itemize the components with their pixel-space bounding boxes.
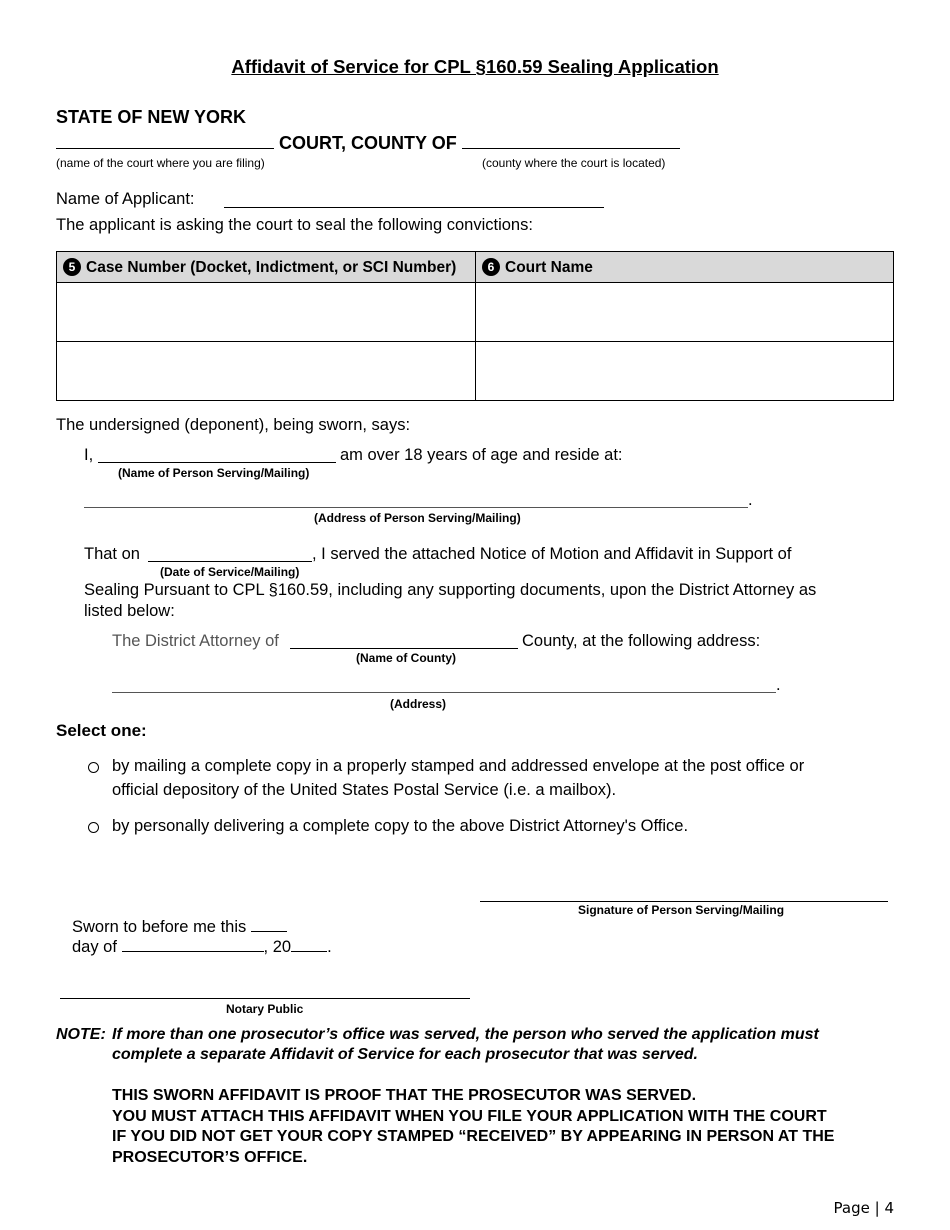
- court-hint: (name of the court where you are filing): [56, 156, 265, 170]
- that-on-label: That on: [84, 545, 140, 563]
- applicant-label: Name of Applicant:: [56, 190, 195, 208]
- court-name-field[interactable]: [56, 134, 274, 149]
- case-number-header: [57, 252, 476, 283]
- radio-circle-icon: [88, 762, 99, 773]
- da-address-field[interactable]: [112, 692, 776, 693]
- note-line2: complete a separate Affidavit of Service for each prosecutor that was served.: [112, 1046, 698, 1063]
- deponent-intro: The undersigned (deponent), being sworn, says:: [56, 416, 411, 434]
- period: .: [748, 491, 753, 509]
- court-county-label: COURT, COUNTY OF: [279, 133, 457, 153]
- option-deliver-radio[interactable]: [88, 820, 99, 838]
- da-county-field[interactable]: [290, 648, 518, 649]
- applicant-name-field[interactable]: [224, 207, 604, 208]
- court-name-header: [476, 252, 894, 283]
- da-prefix: The District Attorney of: [112, 632, 279, 650]
- sworn-text: Sworn to before me this: [72, 918, 247, 936]
- notary-signature-field[interactable]: [60, 998, 470, 999]
- served-text: , I served the attached Notice of Motion and Affidavit in Support of: [312, 545, 792, 563]
- table-header-row: [57, 252, 894, 283]
- address-label: (Address): [390, 697, 447, 711]
- warning-block: [112, 1086, 912, 1168]
- case-number-header-label: Case Number (Docket, Indictment, or SCI Number): [86, 258, 457, 276]
- service-date-label: (Date of Service/Mailing): [160, 565, 300, 579]
- court-county-line: [56, 133, 680, 154]
- convictions-table: [56, 251, 894, 401]
- name-serving-label: (Name of Person Serving/Mailing): [118, 466, 310, 480]
- page-number: Page | 4: [833, 1199, 894, 1217]
- option-mail-radio[interactable]: [88, 760, 99, 778]
- option-mail-line2: official depository of the United States Postal Service (i.e. a mailbox).: [112, 781, 617, 799]
- case-number-cell[interactable]: [57, 342, 476, 401]
- warning-line: IF YOU DID NOT GET YOUR COPY STAMPED “RECEIVED” BY APPEARING IN PERSON AT THE: [112, 1128, 835, 1145]
- option-deliver-text: by personally delivering a complete copy to the above District Attorney's Office.: [112, 817, 689, 835]
- court-name-cell[interactable]: [476, 283, 894, 342]
- county-field[interactable]: [462, 134, 680, 149]
- warning-line: YOU MUST ATTACH THIS AFFIDAVIT WHEN YOU FILE YOUR APPLICATION WITH THE COURT: [112, 1107, 827, 1125]
- sworn-line2: [72, 938, 332, 957]
- table-row: [57, 283, 894, 342]
- day-of-text: day of: [72, 938, 117, 956]
- period: .: [327, 938, 332, 956]
- number-6-icon: 6: [482, 258, 500, 276]
- year-prefix: , 20: [263, 938, 292, 956]
- service-date-field[interactable]: [148, 561, 312, 562]
- form-title: Affidavit of Service for CPL §160.59 Sealing Application: [231, 56, 719, 77]
- period: .: [776, 676, 781, 694]
- case-number-cell[interactable]: [57, 283, 476, 342]
- court-name-header-label: Court Name: [505, 258, 593, 276]
- signature-label: Signature of Person Serving/Mailing: [578, 903, 785, 917]
- signature-field[interactable]: [480, 901, 888, 902]
- address-serving-field[interactable]: [84, 507, 748, 508]
- sworn-line1: [72, 918, 287, 937]
- da-suffix: County, at the following address:: [522, 632, 761, 650]
- notary-label: Notary Public: [226, 1002, 304, 1016]
- asking-text: The applicant is asking the court to seal the following convictions:: [56, 216, 533, 234]
- note-line1: If more than one prosecutor’s office was served, the person who served the application must: [112, 1026, 819, 1043]
- sworn-year-field[interactable]: [291, 939, 327, 952]
- sealing-text-2: listed below:: [84, 602, 175, 620]
- court-name-cell[interactable]: [476, 342, 894, 401]
- warning-line: PROSECUTOR’S OFFICE.: [112, 1148, 308, 1166]
- table-row: [57, 342, 894, 401]
- county-hint: (county where the court is located): [482, 156, 666, 170]
- sworn-day-field[interactable]: [251, 919, 287, 932]
- warning-line: THIS SWORN AFFIDAVIT IS PROOF THAT THE PROSECUTOR WAS SERVED.: [112, 1087, 697, 1104]
- select-one-heading: Select one:: [56, 721, 147, 740]
- note-prefix: NOTE:: [56, 1026, 106, 1043]
- number-5-icon: 5: [63, 258, 81, 276]
- age-text: am over 18 years of age and reside at:: [340, 446, 623, 464]
- sealing-text-1: Sealing Pursuant to CPL §160.59, including any supporting documents, upon the District Attorney as: [84, 581, 817, 599]
- i-prefix: I,: [84, 446, 94, 464]
- county-label: (Name of County): [356, 651, 456, 665]
- name-serving-field[interactable]: [98, 462, 336, 463]
- state-heading: STATE OF NEW YORK: [56, 107, 247, 127]
- sworn-month-field[interactable]: [122, 939, 264, 952]
- radio-circle-icon: [88, 822, 99, 833]
- option-mail-line1: by mailing a complete copy in a properly stamped and addressed envelope at the post office or: [112, 757, 805, 775]
- address-serving-label: (Address of Person Serving/Mailing): [314, 511, 521, 525]
